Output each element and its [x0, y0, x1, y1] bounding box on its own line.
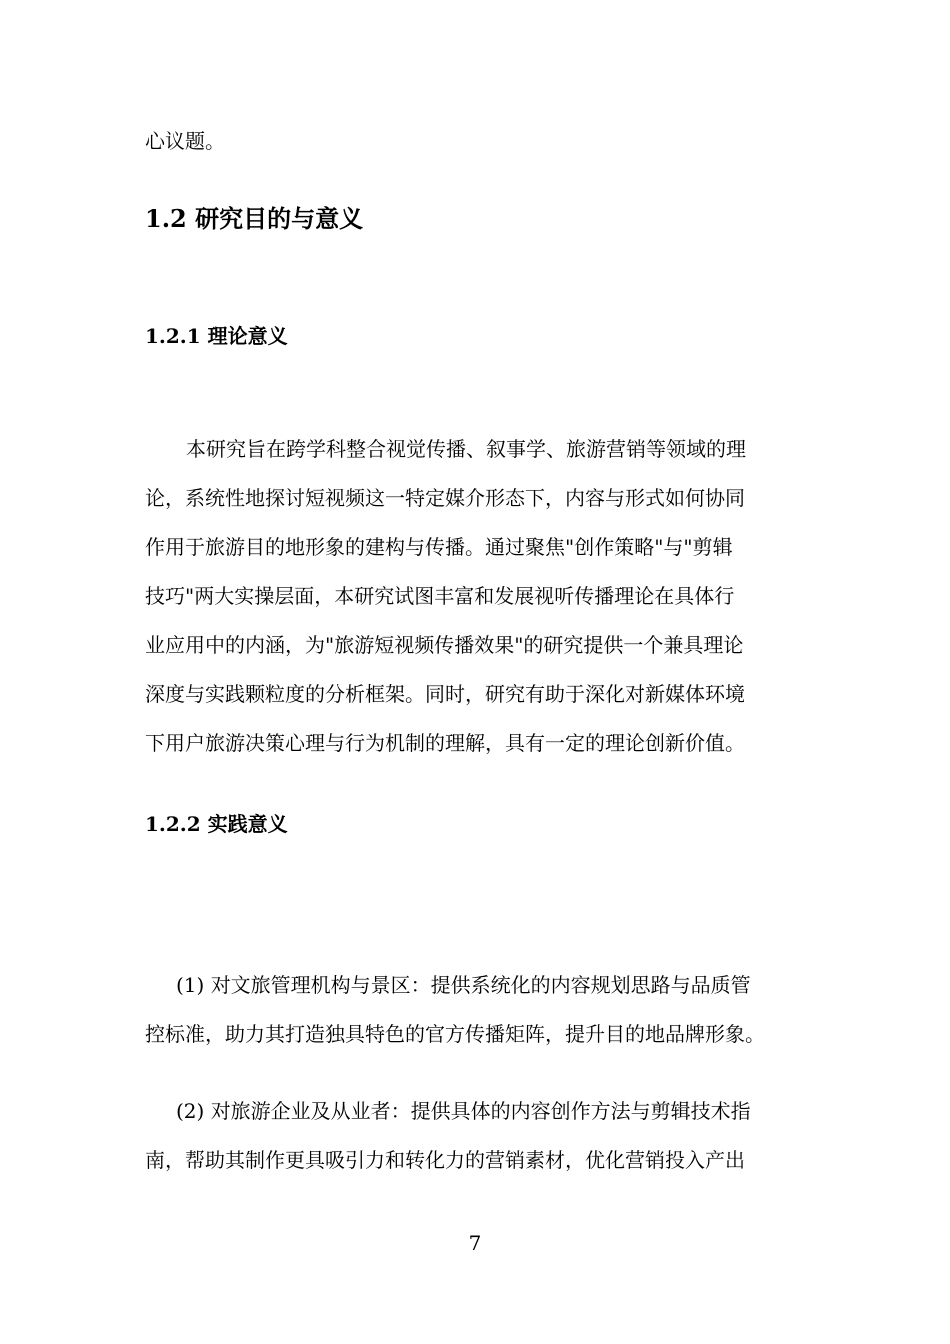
section-heading-1-2-2: 1.2.2 实践意义 — [145, 812, 288, 836]
paragraph-line: 业应用中的内涵，为"旅游短视频传播效果"的研究提供一个兼具理论 — [145, 633, 744, 657]
paragraph-line: 技巧"两大实操层面，本研究试图丰富和发展视听传播理论在具体行 — [145, 584, 735, 608]
paragraph-line: 论，系统性地探讨短视频这一特定媒介形态下，内容与形式如何协同 — [145, 486, 745, 510]
page-number: 7 — [468, 1231, 482, 1255]
paragraph-line: (1) 对文旅管理机构与景区：提供系统化的内容规划思路与品质管 — [176, 973, 751, 997]
paragraph-line: 南，帮助其制作更具吸引力和转化力的营销素材，优化营销投入产出 — [145, 1148, 745, 1172]
continued-paragraph-line: 心议题。 — [145, 129, 225, 153]
paragraph-line: 作用于旅游目的地形象的建构与传播。通过聚焦"创作策略"与"剪辑 — [145, 535, 733, 559]
paragraph-line: 深度与实践颗粒度的分析框架。同时，研究有助于深化对新媒体环境 — [145, 682, 745, 706]
section-heading-1-2: 1.2 研究目的与意义 — [145, 204, 364, 233]
paragraph-line: 下用户旅游决策心理与行为机制的理解，具有一定的理论创新价值。 — [145, 731, 745, 755]
paragraph-line: (2) 对旅游企业及从业者：提供具体的内容创作方法与剪辑技术指 — [176, 1099, 751, 1123]
paragraph-line: 控标准，助力其打造独具特色的官方传播矩阵，提升目的地品牌形象。 — [145, 1022, 765, 1046]
section-heading-1-2-1: 1.2.1 理论意义 — [145, 324, 288, 348]
paragraph-line: 本研究旨在跨学科整合视觉传播、叙事学、旅游营销等领域的理 — [186, 437, 746, 461]
